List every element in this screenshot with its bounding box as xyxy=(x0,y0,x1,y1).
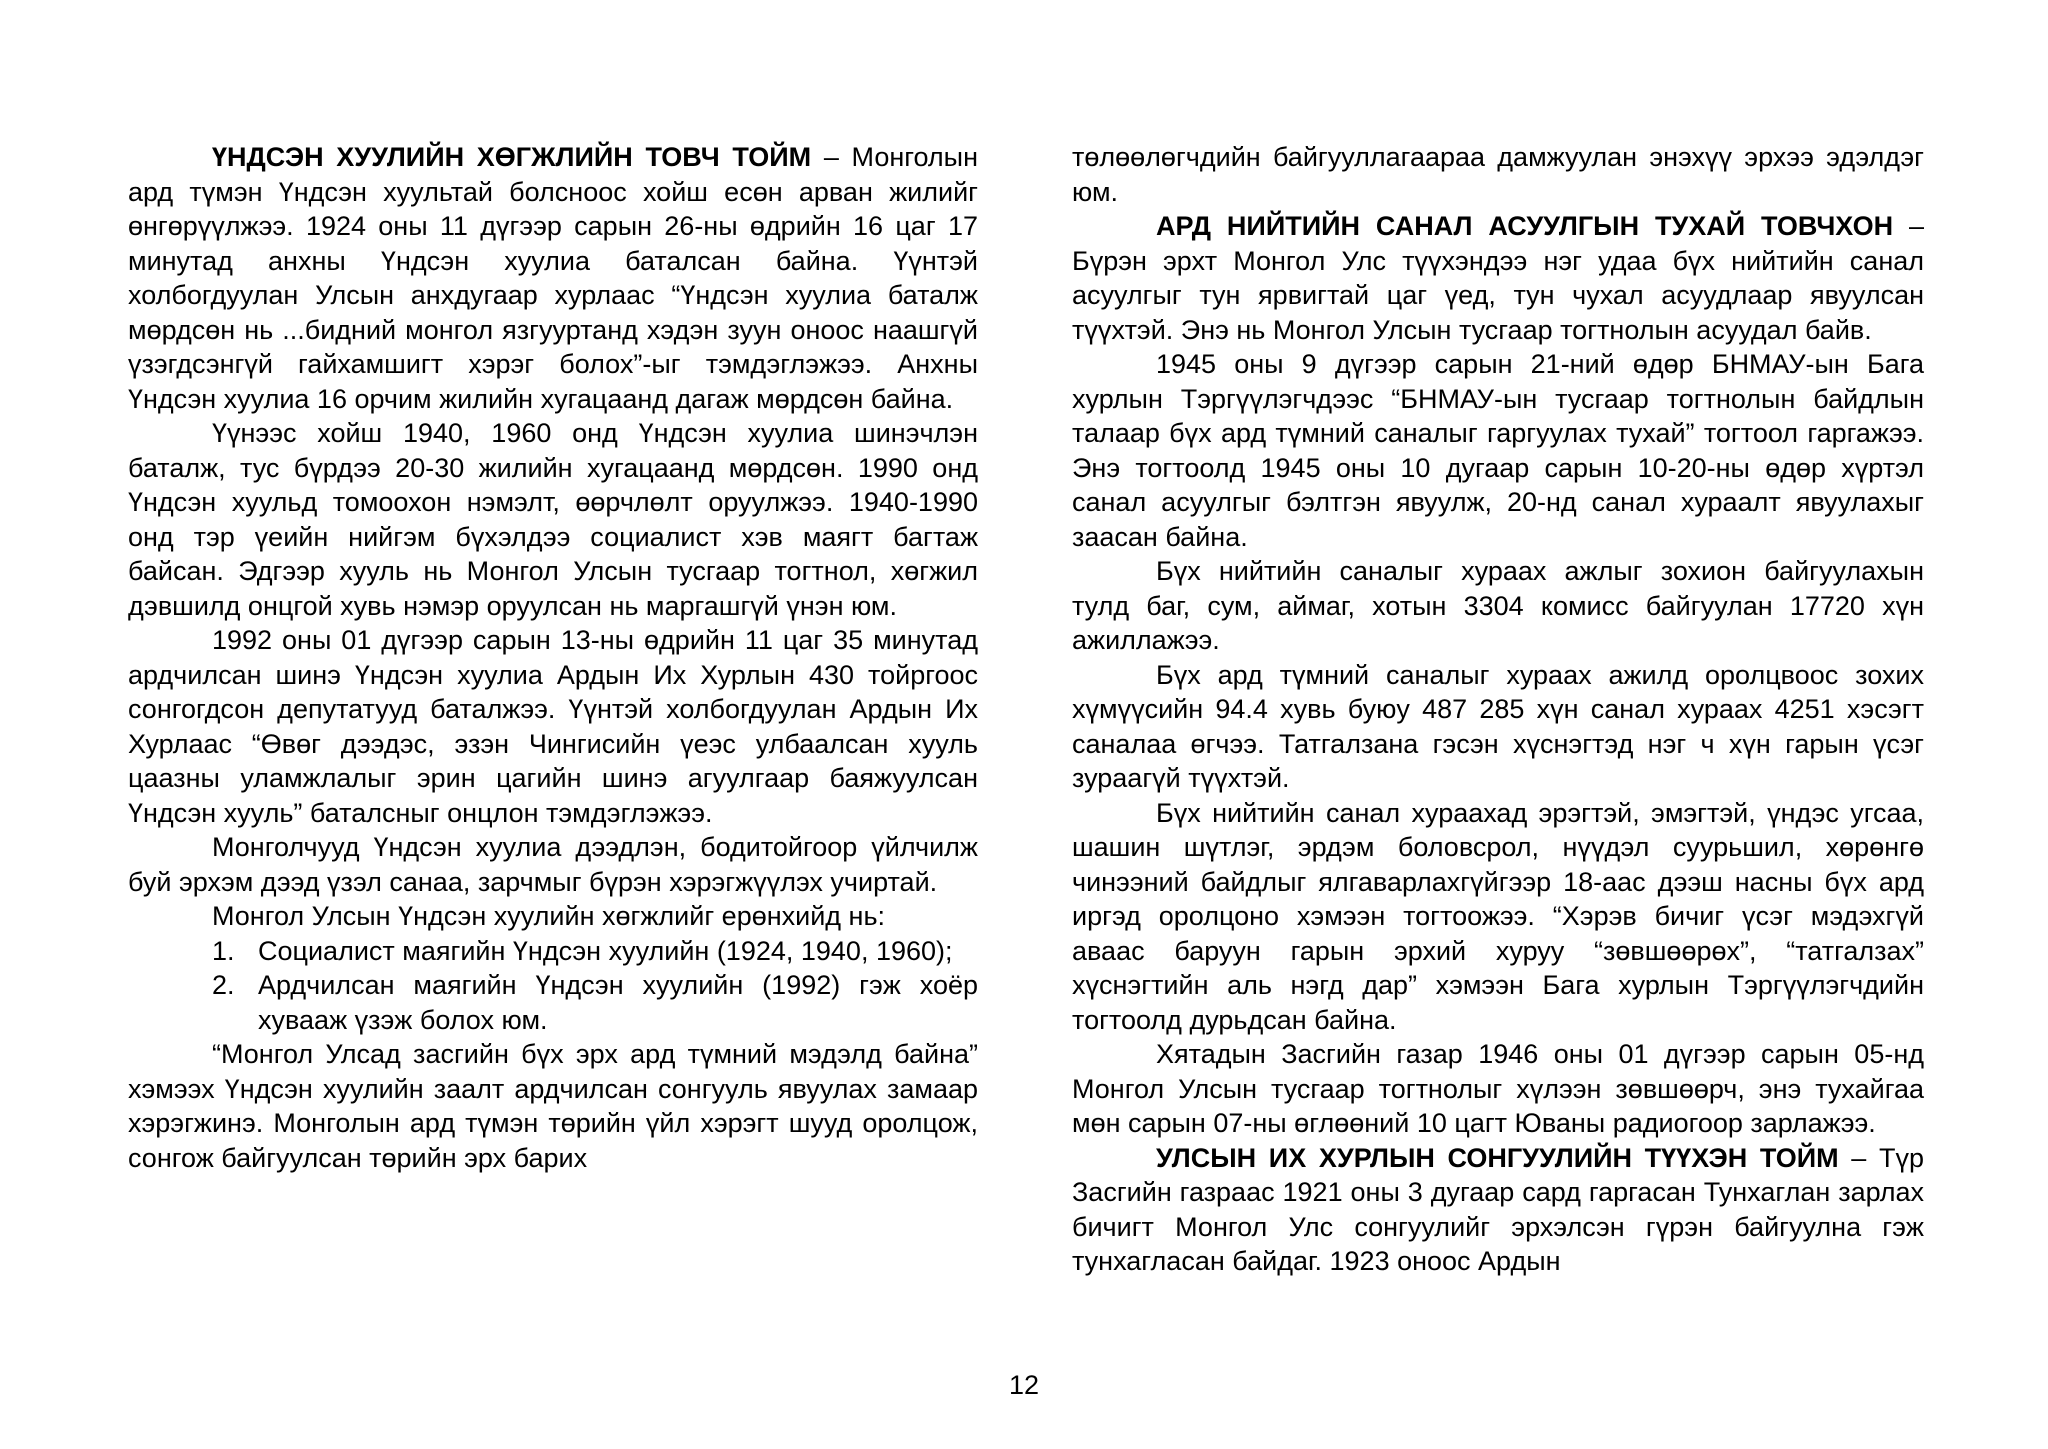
paragraph-constitution-overview xyxy=(128,140,978,416)
page-number: 12 xyxy=(1008,1370,1040,1400)
paragraph-text: – Монголын ард түмэн Үндсэн хуультай болсноос хойш есөн арван жилийг өнгөрүүлжээ. 1924 оны 11 дүгээр сарын 26-ны өдрийн 16 цаг 17 минутад анхны Үндсэн хуулиа баталсан байна. Үүнтэй холбогдуулан Улсын анхдугаар хурлаас “Үндсэн хуулиа баталж мөрдсөн нь ...бидний монгол язгууртанд хэдэн зуун оноос наашгүй үзэгдсэнгүй гайхамшигт хэрэг болох”-ыг тэмдэглэжээ. Анхны Үндсэн хуулиа 16 орчим жилийн хугацаанд дагаж мөрдсөн байна. xyxy=(128,142,978,414)
paragraph-text: Бүх нийтийн саналыг хураах ажлыг зохион байгуулахын тулд баг, сум, аймаг, хотын 3304 комисс байгуулан 17720 хүн ажиллажээ. xyxy=(1072,556,1924,655)
paragraph-text: Хятадын Засгийн газар 1946 оны 01 дүгээр сарын 05-нд Монгол Улсын тусгаар тогтнолыг хүлээн зөвшөөрч, энэ тухайгаа мөн сарын 07-ны өглөөний 10 цагт Юваны радиогоор зарлажээ. xyxy=(1072,1039,1924,1138)
list-item-text: Социалист маягийн Үндсэн хуулийн (1924, 1940, 1960); xyxy=(258,935,953,966)
paragraph-text: Үүнээс хойш 1940, 1960 онд Үндсэн хуулиа шинэчлэн баталж, тус бүрдээ 20-30 жилийн хугацаанд мөрдсөн. 1990 онд Үндсэн хуульд томоохон нэмэлт, өөрчлөлт оруулжээ. 1940-1990 онд тэр үеийн нийгэм бүхэлдээ социалист хэв маягт багтаж байсан. Эдгээр хууль нь Монгол Улсын тусгаар тогтнол, хөгжил дэвшилд онцгой хувь нэмэр оруулсан нь маргашгүй үнэн юм. xyxy=(128,418,978,621)
paragraph-text: – Бүрэн эрхт Монгол Улс түүхэндээ нэг удаа бүх нийтийн санал асуулгыг тун ярвигтай цаг үед, тун чухал асуудлаар явуулсан түүхтэй. Энэ нь Монгол Улсын тусгаар тогтнолын асуудал байв. xyxy=(1072,211,1924,345)
list-item-text: Ардчилсан маягийн Үндсэн хуулийн (1992) гэж хоёр хувааж үзэж болох юм. xyxy=(258,970,978,1035)
paragraph-text: Бүх нийтийн санал хураахад эрэгтэй, эмэгтэй, үндэс угсаа, шашин шүтлэг, эрдэм боловсрол, нүүдэл суурьшил, хөрөнгө чинээний байдлыг ялгаварлахгүйгээр 18-аас дээш насны бүх ард иргэд оролцоно хэмээн тогтоожээ. “Хэрэв бичиг үсэг мэдэхгүй аваас баруун гарын эрхий хуруу “зөвшөөрөх”, “татгалзах” хүснэгтийн аль нэгд дар” хэмээн Бага хурлын Тэргүүлэгчдийн тогтоолд дурьдсан байна. xyxy=(1072,797,1924,1035)
section-heading-elections: УЛСЫН ИХ ХУРЛЫН СОНГУУЛИЙН ТҮҮХЭН ТОЙМ xyxy=(1156,1142,1839,1173)
paragraph-text: 1945 оны 9 дүгээр сарын 21-ний өдөр БНМАУ-ын Бага хурлын Тэргүүлэгчдээс “БНМАУ-ын тусгаар тогтнолын байдлын талаар бүх ард түмний саналыг гаргуулах тухай” тогтоол гаргажээ. Энэ тогтоолд 1945 оны 10 дугаар сарын 10-20-ны өдөр хүртэл санал асуулгыг бэлтгэн явуулж, 20-нд санал хураалт явуулахыг заасан байна. xyxy=(1072,349,1924,552)
list-item-number: 2. xyxy=(212,970,235,1000)
paragraph-text: Монголчууд Үндсэн хуулиа дээдлэн, бодитойгоор үйлчилж буй эрхэм дээд үзэл санаа, зарчмыг бүрэн хэрэгжүүлэх учиртай. xyxy=(128,832,978,897)
right-column xyxy=(1072,140,1924,1279)
list-item xyxy=(212,934,978,969)
paragraph-referendum xyxy=(1072,209,1924,347)
left-column xyxy=(128,140,978,1175)
paragraph-text: “Монгол Улсад засгийн бүх эрх ард түмний мэдэлд байна” хэмээх Үндсэн хуулийн заалт ардчилсан сонгууль явуулах замаар хэрэгжинэ. Монголын ард түмэн төрийн үйл хэрэгт шууд оролцож, сонгож байгуулсан төрийн эрх барих xyxy=(128,1039,978,1173)
paragraph-elections-history xyxy=(1072,1141,1924,1279)
numbered-list xyxy=(128,934,978,1038)
list-item-number: 1. xyxy=(212,935,235,966)
paragraph-text: Бүх ард түмний саналыг хураах ажилд оролцвоос зохих хүмүүсийн 94.4 хувь буюу 487 285 хүн санал хураах 4251 хэсэгт саналаа өгчээ. Татгалзана гэсэн хүснэгтэд нэг ч хүн гарын үсэг зураагүй түүхтэй. xyxy=(1072,659,1924,793)
paragraph-text: Монгол Улсын Үндсэн хуулийн хөгжлийг ерөнхийд нь: xyxy=(212,901,886,931)
paragraph-text: 1992 оны 01 дүгээр сарын 13-ны өдрийн 11 цаг 35 минутад ардчилсан шинэ Үндсэн хуулиа Ардын Их Хурлын 430 тойргоос сонгогдсон депутатууд баталжээ. Үүнтэй холбогдуулан Ардын Их Хурлаас “Өвөг дээдэс, эзэн Чингисийн үеэс улбаалсан хууль цаазны уламжлалыг эрин цагийн шинэ агуулгаар баяжуулсан Үндсэн хууль” баталсныг онцлон тэмдэглэжээ. xyxy=(128,625,978,828)
section-heading-constitution: ҮНДСЭН ХУУЛИЙН ХӨГЖЛИЙН ТОВЧ ТОЙМ xyxy=(212,142,812,172)
section-heading-referendum: АРД НИЙТИЙН САНАЛ АСУУЛГЫН ТУХАЙ ТОВЧХОН xyxy=(1156,211,1894,241)
paragraph-text: төлөөлөгчдийн байгууллагаараа дамжуулан энэхүү эрхээ эдэлдэг юм. xyxy=(1072,142,1924,207)
list-item xyxy=(212,968,978,1037)
paragraph-text: – Түр Засгийн газраас 1921 оны 3 дугаар сард гаргасан Тунхаглан зарлах бичигт Монгол Улс сонгуулийг эрхэлсэн гүрэн байгуулна гэж тунхагласан байдаг. 1923 оноос Ардын xyxy=(1072,1142,1925,1276)
